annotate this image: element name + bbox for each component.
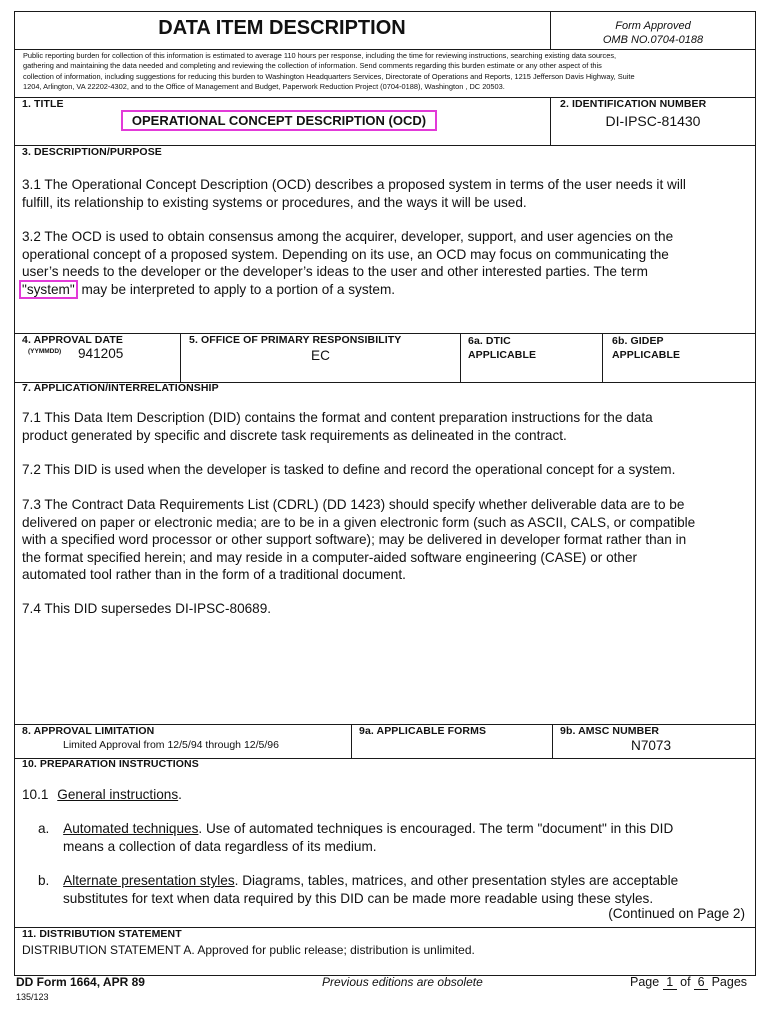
paragraph-7-1	[22, 409, 752, 444]
text-line: 7.4 This DID supersedes DI-IPSC-80689.	[22, 601, 272, 616]
text-line: fulfill, its relationship to existing systems or procedures, and the ways it will be used.	[22, 194, 527, 210]
pages-word: Pages	[711, 975, 748, 989]
text-fragment: . Use of automated techniques is encouraged. The term "document" in this DID	[198, 821, 674, 836]
text-line	[38, 820, 752, 838]
of-word: of	[680, 975, 691, 989]
burden-line: 1204, Arlington, VA 22202-4302, and to the Office of Management and Budget, Paperwork Reduction Project (0704-0188), Washington , DC 20503.	[23, 81, 505, 91]
text-line	[22, 281, 752, 299]
block9a-label: 9a. APPLICABLE FORMS	[359, 725, 487, 737]
identification-number: DI-IPSC-81430	[605, 113, 701, 129]
omb-box	[551, 19, 755, 47]
paragraph-7-2	[22, 461, 752, 479]
label-line: APPLICABLE	[468, 349, 537, 361]
block10-label: 10. PREPARATION INSTRUCTIONS	[22, 758, 199, 770]
burden-line: gathering and maintaining the data needed and completing and reviewing the collection of information. Send comments regarding this burden estimate or any other aspect of this	[23, 61, 602, 71]
item-10-1-a	[38, 820, 752, 855]
label-line: 6a. DTIC	[468, 335, 511, 347]
item-heading: Alternate presentation styles	[63, 873, 235, 888]
amsc-number: N7073	[631, 738, 672, 753]
block9b-label: 9b. AMSC NUMBER	[560, 725, 660, 737]
text-line: the format specified herein; and may reside in a computer-aided software engineering (CASE) or other	[22, 549, 638, 565]
distribution-statement: DISTRIBUTION STATEMENT A. Approved for public release; distribution is unlimited.	[22, 943, 475, 957]
continued-note: (Continued on Page 2)	[608, 906, 745, 921]
text-line: automated tool rather than in the form of a traditional document.	[22, 567, 406, 582]
text-fragment: . Diagrams, tables, matrices, and other presentation styles are acceptable	[234, 873, 679, 888]
form-number: DD Form 1664, APR 89	[16, 975, 145, 989]
page-number: 1	[663, 975, 677, 990]
block4-label: 4. APPROVAL DATE	[22, 334, 123, 346]
text-line: 7.3 The Contract Data Requirements List (CDRL) (DD 1423) should specify whether deliverable data are to be	[22, 497, 685, 512]
date-format-hint: (YYMMDD)	[28, 348, 62, 355]
form-code: 135/123	[16, 992, 49, 1002]
label-line: 6b. GIDEP	[612, 335, 664, 347]
approval-date: 941205	[78, 346, 124, 361]
item-heading: Automated techniques	[63, 821, 199, 836]
block5-label: 5. OFFICE OF PRIMARY RESPONSIBILITY	[189, 334, 402, 346]
block8-label: 8. APPROVAL LIMITATION	[22, 725, 155, 737]
divider-b8-b9a	[351, 724, 352, 758]
block6a-label	[468, 334, 536, 362]
divider-b6a-b6b	[602, 333, 603, 382]
document-title: OPERATIONAL CONCEPT DESCRIPTION (OCD)	[121, 110, 437, 131]
text-line: means a collection of data regardless of its medium.	[63, 838, 377, 854]
text-line: user’s needs to the developer or the developer’s ideas to the user and other interested parties. The term	[22, 264, 648, 279]
block2-label: 2. IDENTIFICATION NUMBER	[560, 98, 707, 110]
text-fragment: may be interpreted to apply to a portion of a system.	[77, 281, 396, 297]
item-10-1-b	[38, 872, 752, 907]
office-of-responsibility: EC	[311, 348, 330, 363]
form-approved-text: Form Approved	[615, 20, 691, 32]
form-title: DATA ITEM DESCRIPTION	[158, 17, 406, 39]
divider-b5-b6a	[460, 333, 461, 382]
burden-line: Public reporting burden for collection of this information is estimated to average 110 hours per response, including the time for reviewing instructions, searching existing data sources,	[23, 51, 617, 60]
block1-label: 1. TITLE	[22, 98, 64, 110]
text-fragment: .	[178, 787, 182, 802]
divider-header	[14, 49, 756, 50]
label-line: APPLICABLE	[612, 349, 681, 361]
text-line: 7.2 This DID is used when the developer is tasked to define and record the operational concept for a system.	[22, 462, 676, 477]
paragraph-3-2	[22, 228, 752, 298]
text-line: with a specified word processor or other support software); may be delivered in developer format rather than in	[22, 532, 687, 547]
form-right-border	[755, 11, 756, 975]
obsolete-notice: Previous editions are obsolete	[322, 975, 483, 989]
burden-statement	[23, 51, 753, 92]
paragraph-number: 10.1	[22, 787, 49, 802]
text-line: operational concept of a proposed system. Depending on its use, an OCD may focus on communicating the	[22, 246, 669, 262]
burden-line: collection of information, including suggestions for reducing this burden to Washington Headquarters Services, Directorate of Operations and Reports, 1215 Jefferson Davis Highway, Suite	[23, 71, 635, 81]
block3-label: 3. DESCRIPTION/PURPOSE	[22, 146, 162, 158]
text-line: 7.1 This Data Item Description (DID) contains the format and content preparation instructions for the data	[22, 410, 653, 425]
text-line	[38, 872, 752, 890]
item-letter: b.	[38, 873, 50, 888]
approval-limitation: Limited Approval from 12/5/94 through 12/5/96	[63, 739, 279, 751]
paragraph-10-1	[22, 786, 182, 804]
block11-label: 11. DISTRIBUTION STATEMENT	[22, 928, 182, 940]
text-line: 3.2 The OCD is used to obtain consensus among the acquirer, developer, support, and user agencies on the	[22, 229, 674, 244]
divider-b9a-b9b	[552, 724, 553, 758]
paragraph-3-1	[22, 176, 752, 211]
text-line: 3.1 The Operational Concept Description (OCD) describes a proposed system in terms of the user needs it will	[22, 177, 686, 192]
block6b-label	[612, 334, 680, 362]
system-term: "system"	[19, 280, 78, 299]
text-line: substitutes for text when data required by this DID can be made more readable using these styles.	[63, 890, 654, 906]
text-line: delivered on paper or electronic media; are to be in a given electronic form (such as ASCII, CALS, or compatible	[22, 514, 696, 530]
block7-label: 7. APPLICATION/INTERRELATIONSHIP	[22, 382, 219, 394]
page-total: 6	[694, 975, 708, 990]
paragraph-7-4	[22, 600, 752, 618]
text-line: product generated by specific and discrete task requirements as delineated in the contract.	[22, 427, 567, 443]
page-indicator	[630, 975, 747, 990]
paragraph-7-3	[22, 496, 752, 584]
form-left-border	[14, 11, 15, 975]
form-top-border	[14, 11, 756, 12]
item-letter: a.	[38, 821, 50, 836]
section-heading: General instructions	[57, 787, 179, 802]
omb-number: OMB NO.0704-0188	[602, 34, 704, 46]
page-word: Page	[630, 975, 660, 989]
